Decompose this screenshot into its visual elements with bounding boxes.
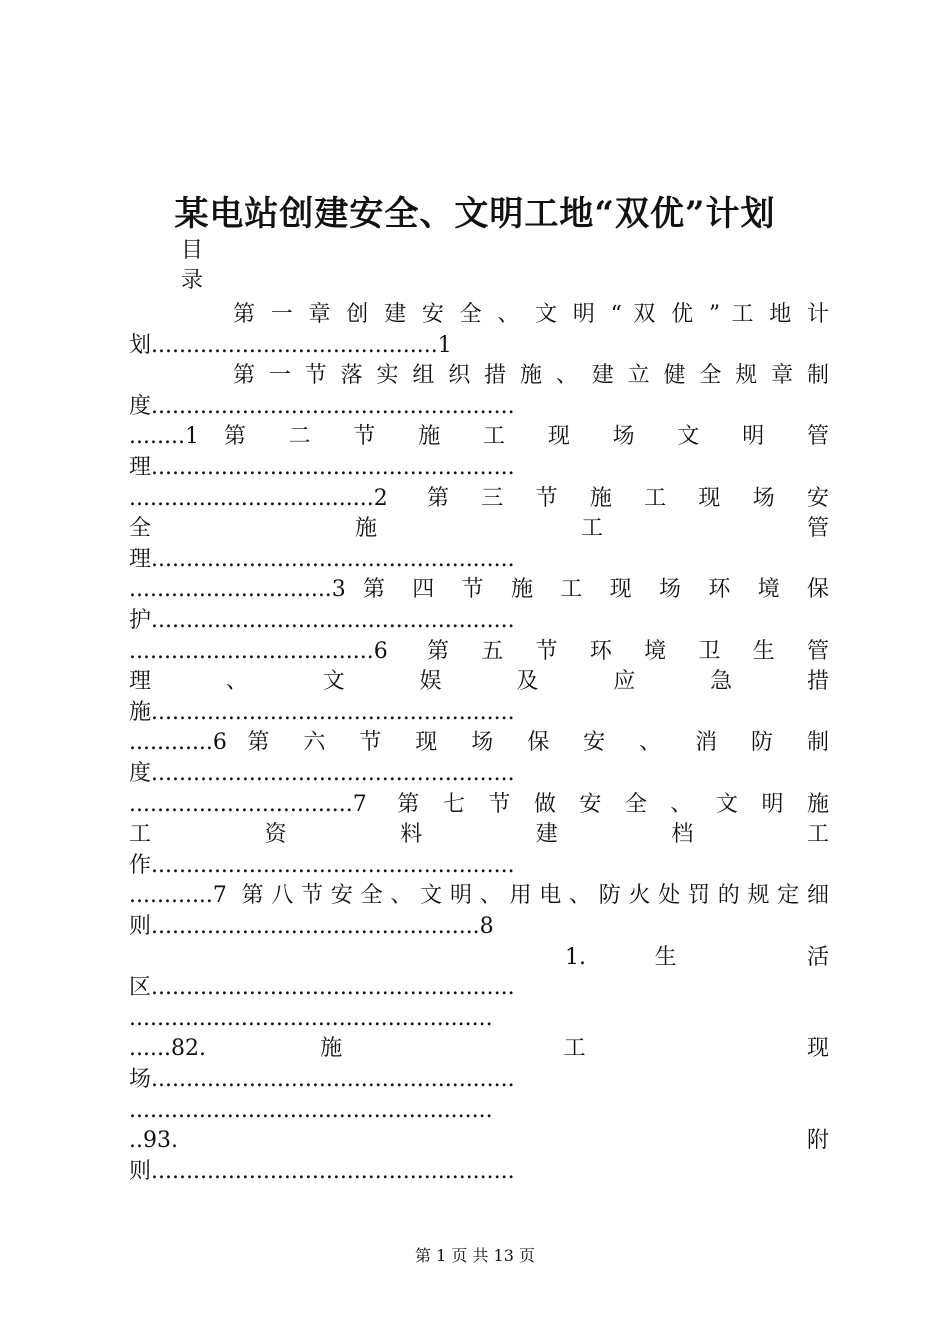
toc-line: ........1 第 二 节 施 工 现 场 文 明 管	[129, 424, 829, 449]
toc-line: ................................7 第七节做安全、文明施	[129, 792, 829, 817]
toc-line: 场....................................................	[129, 1067, 515, 1092]
toc-line: ............6 第 六 节 现 场 保 安 、 消 防 制	[129, 730, 829, 755]
toc-line: 第 一 节 落 实 组 织 措 施 、 建 立 健 全 规 章 制	[233, 363, 829, 388]
toc-line: ....................................................	[129, 1098, 493, 1123]
toc-line: 理....................................................	[129, 547, 515, 572]
toc-line: 全 施 工 管	[129, 516, 829, 541]
toc-line: 区....................................................	[129, 975, 515, 1000]
document-title: 某电站创建安全、文明工地“双优”计划	[174, 194, 776, 234]
toc-line: 则...............................................8	[129, 914, 494, 939]
toc-line: 第 一 章 创 建 安 全 、 文 明 “ 双 优 ” 工 地 计	[233, 302, 829, 327]
toc-heading-char-2: 录	[181, 268, 204, 293]
toc-heading	[181, 236, 203, 296]
page-footer: 第 1 页 共 13 页	[415, 1246, 535, 1265]
toc-line: 度....................................................	[129, 394, 515, 419]
toc-line: 理 、 文 娱 及 应 急 措	[129, 669, 829, 694]
toc-line: 度....................................................	[129, 761, 515, 786]
toc-line: ...................................6 第五节环境卫生管	[129, 639, 829, 664]
toc-line: .............................3 第 四 节 施 工 现 场 环 境 保	[129, 577, 829, 602]
toc-line: ............7 第八节安全、文明、用电、防火处罚的规定细	[129, 883, 829, 908]
toc-line: 1. 生 活	[565, 945, 829, 970]
toc-line: 划.........................................1	[129, 333, 452, 358]
toc-heading-char-1: 目	[181, 238, 204, 263]
toc-line: 工 资 料 建 档 工	[129, 822, 829, 847]
toc-line: 理....................................................	[129, 455, 515, 480]
toc-line: 作....................................................	[129, 853, 515, 878]
toc-line: ...................................2 第三节施工现场安	[129, 486, 829, 511]
toc-line: 护....................................................	[129, 608, 515, 633]
toc-line: ..93. 附	[129, 1128, 829, 1153]
toc-line: 施....................................................	[129, 700, 515, 725]
toc-line: ......82. 施 工 现	[129, 1036, 829, 1061]
toc-line: ....................................................	[129, 1006, 493, 1031]
toc-line: 则....................................................	[129, 1159, 515, 1184]
